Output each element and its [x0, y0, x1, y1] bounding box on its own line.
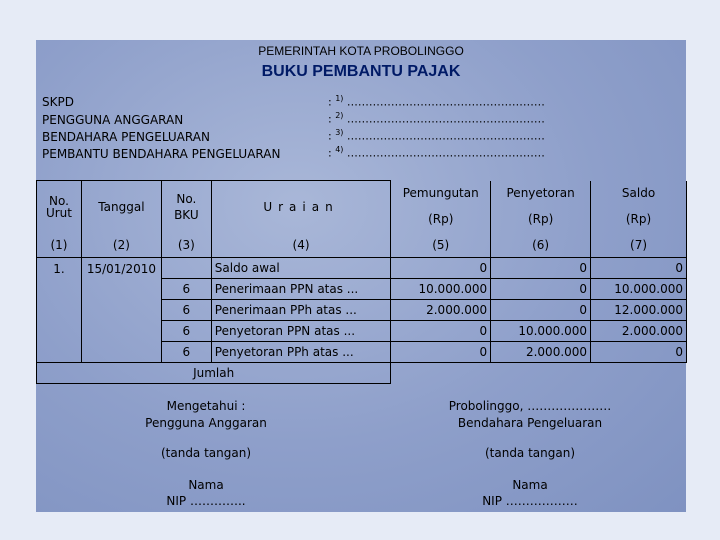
cell-bku: 6 [161, 279, 211, 300]
government-header: PEMERINTAH KOTA PROBOLINGGO [258, 44, 464, 58]
document-title: BUKU PEMBANTU PAJAK [261, 63, 461, 80]
cell-saldo: 0 [591, 258, 687, 279]
info-fill-1: : $^{1)}$ ……………………………………………… [328, 94, 545, 109]
footnote-number: 4) [335, 145, 344, 154]
header-penyetoran: Penyetoran [491, 181, 591, 206]
cell-uraian: Penyetoran PPh atas ... [211, 342, 390, 363]
cell-no-urut: 1. [37, 258, 82, 363]
cell-uraian: Saldo awal [211, 258, 390, 279]
cell-penyetoran: 2.000.000 [491, 342, 591, 363]
cell-jumlah-label: Jumlah [37, 363, 391, 384]
fill-dots: ……………………………………………… [346, 129, 545, 143]
cell-bku-empty [161, 258, 211, 279]
cell-penyetoran: 0 [491, 300, 591, 321]
label-pengguna-anggaran: PENGGUNA ANGGARAN [42, 113, 184, 127]
column-number: (4) [211, 233, 390, 258]
cell-penyetoran: 10.000.000 [491, 321, 591, 342]
tax-ledger-table [36, 180, 687, 384]
info-fill-3: : $^{3)}$ ……………………………………………… [328, 128, 545, 143]
label-pembantu-bendahara: PEMBANTU BENDAHARA PENGELUARAN [42, 147, 281, 161]
left-signature-name: Nama [188, 478, 224, 492]
cell-uraian: Penerimaan PPN atas ... [211, 279, 390, 300]
column-number: (7) [591, 233, 687, 258]
fill-dots: ……………………………………………… [346, 95, 545, 109]
cell-jumlah-empty [391, 363, 687, 384]
cell-pemungutan: 10.000.000 [391, 279, 491, 300]
column-number: (6) [491, 233, 591, 258]
column-number-row [37, 233, 687, 258]
header-no-bku: No. BKU [161, 181, 211, 234]
table-row-jumlah [37, 363, 687, 384]
cell-pemungutan: 2.000.000 [391, 300, 491, 321]
table-header-row [37, 181, 687, 206]
footnote-number: 1) [335, 94, 344, 103]
column-number: (3) [161, 233, 211, 258]
cell-bku: 6 [161, 342, 211, 363]
right-signature-place-date: Probolinggo, ………………… [448, 399, 612, 413]
unit-rp: (Rp) [391, 206, 491, 233]
cell-bku: 6 [161, 321, 211, 342]
cell-bku: 6 [161, 300, 211, 321]
header-tanggal: Tanggal [81, 181, 161, 234]
cell-saldo: 12.000.000 [591, 300, 687, 321]
left-signature-title: Mengetahui : [166, 399, 246, 413]
right-signature-placeholder: (tanda tangan) [484, 446, 576, 460]
column-number: (5) [391, 233, 491, 258]
column-number: (2) [81, 233, 161, 258]
left-signature-nip: NIP ………….. [166, 494, 246, 508]
right-signature-name: Nama [512, 478, 548, 492]
header-uraian: Uraian [211, 181, 390, 234]
cell-pemungutan: 0 [391, 258, 491, 279]
left-signature-placeholder: (tanda tangan) [160, 446, 252, 460]
header-no-urut: No. Urut [37, 181, 82, 234]
column-number: (1) [37, 233, 82, 258]
left-signature-role: Pengguna Anggaran [145, 416, 267, 430]
info-fill-4: : $^{4)}$ ……………………………………………… [328, 145, 545, 160]
cell-saldo: 2.000.000 [591, 321, 687, 342]
unit-rp: (Rp) [591, 206, 687, 233]
header-pemungutan: Pemungutan [391, 181, 491, 206]
fill-dots: ……………………………………………… [346, 112, 545, 126]
right-signature-role: Bendahara Pengeluaran [457, 416, 603, 430]
unit-rp: (Rp) [491, 206, 591, 233]
right-signature-nip: NIP ……………… [482, 494, 578, 508]
cell-uraian: Penyetoran PPN atas ... [211, 321, 390, 342]
label-bendahara-pengeluaran: BENDAHARA PENGELUARAN [42, 130, 210, 144]
cell-saldo: 0 [591, 342, 687, 363]
cell-uraian: Penerimaan PPh atas ... [211, 300, 390, 321]
fill-dots: ……………………………………………… [346, 146, 545, 160]
table-row-saldo-awal [37, 258, 687, 279]
cell-tanggal: 15/01/2010 [81, 258, 161, 363]
cell-pemungutan: 0 [391, 342, 491, 363]
cell-saldo: 10.000.000 [591, 279, 687, 300]
cell-pemungutan: 0 [391, 321, 491, 342]
cell-penyetoran: 0 [491, 279, 591, 300]
footnote-number: 3) [335, 128, 344, 137]
info-fill-2: : $^{2)}$ ……………………………………………… [328, 111, 545, 126]
document-slide [36, 40, 686, 512]
footnote-number: 2) [335, 111, 344, 120]
cell-penyetoran: 0 [491, 258, 591, 279]
header-saldo: Saldo [591, 181, 687, 206]
label-skpd: SKPD [42, 95, 74, 109]
